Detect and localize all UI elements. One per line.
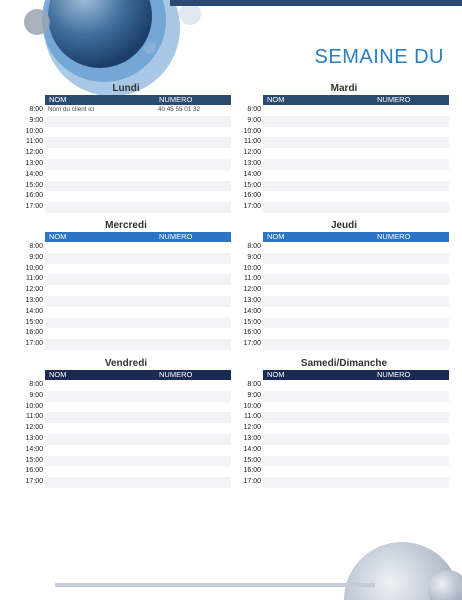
table-row [21,137,231,148]
cell-numero[interactable] [158,170,231,181]
time-label: 8:00 [29,106,43,113]
cell-nom[interactable] [45,264,158,275]
cell-numero[interactable] [376,170,449,181]
table-row [21,477,231,488]
cell-nom[interactable] [45,380,158,391]
cell-numero[interactable] [158,127,231,138]
cell-nom[interactable] [45,477,158,488]
cell-nom[interactable] [45,318,158,329]
cell-nom[interactable] [45,191,158,202]
table-row [239,127,449,138]
cell-numero[interactable] [158,339,231,350]
cell-nom[interactable] [263,137,376,148]
time-label: 8:00 [29,243,43,250]
cell-numero[interactable] [376,137,449,148]
table-row [21,159,231,170]
time-label: 8:00 [247,381,261,388]
time-label: 15:00 [243,318,261,326]
cell-nom[interactable] [263,339,376,350]
time-label: 13:00 [25,434,43,442]
table-row [239,285,449,296]
cell-nom[interactable] [263,296,376,307]
table-row [21,202,231,213]
time-label: 8:00 [247,106,261,113]
top-bar [170,0,462,6]
cell-nom[interactable] [263,202,376,213]
cell-nom[interactable] [45,170,158,181]
time-label: 14:00 [25,170,43,178]
time-label: 14:00 [25,307,43,315]
day-block [239,357,449,488]
table-row [239,253,449,264]
cell-numero[interactable] [158,159,231,170]
table-row [239,242,449,253]
table-row [239,159,449,170]
cell-numero[interactable]: 40 45 55 01 32 [158,106,201,113]
day-title: Mercredi [105,220,147,231]
cell-numero[interactable] [158,296,231,307]
cell-nom[interactable] [45,434,158,445]
cell-nom[interactable] [45,285,158,296]
time-label: 14:00 [25,445,43,453]
table-row [239,170,449,181]
table-row [239,412,449,423]
time-label: 9:00 [247,391,261,399]
time-label: 17:00 [243,340,261,348]
time-label: 16:00 [243,329,261,337]
cell-numero[interactable] [376,434,449,445]
table-row [21,127,231,138]
cell-numero[interactable] [376,264,449,275]
cell-numero[interactable] [158,202,231,213]
table-row [239,402,449,413]
column-header-nom: NOM [49,370,67,379]
table-row [21,105,231,116]
cell-numero[interactable] [376,402,449,413]
time-label: 12:00 [25,286,43,294]
cell-numero[interactable] [158,391,231,402]
time-label: 17:00 [243,478,261,486]
table-row [21,191,231,202]
table-row [239,264,449,275]
table-row [239,477,449,488]
time-label: 10:00 [25,127,43,135]
cell-nom[interactable] [45,307,158,318]
cell-numero[interactable] [158,137,231,148]
cell-nom[interactable] [263,328,376,339]
table-row [239,137,449,148]
cell-numero[interactable] [158,434,231,445]
cell-nom[interactable] [45,296,158,307]
cell-nom[interactable] [263,253,376,264]
time-label: 11:00 [244,413,261,421]
cell-numero[interactable] [158,445,231,456]
table-header [21,232,231,242]
cell-numero[interactable] [376,202,449,213]
time-label: 11:00 [26,413,43,421]
table-row [21,434,231,445]
cell-numero[interactable] [376,328,449,339]
cell-numero[interactable] [376,307,449,318]
cell-nom[interactable] [263,285,376,296]
cell-nom[interactable] [263,242,376,253]
cell-nom[interactable] [263,181,376,192]
cell-numero[interactable] [376,412,449,423]
day-title: Mardi [330,83,358,94]
day-block [21,219,231,350]
time-label: 12:00 [25,149,43,157]
day-title: Vendredi [104,358,148,369]
table-row [239,105,449,116]
table-row [239,423,449,434]
cell-numero[interactable] [158,242,231,253]
cell-nom[interactable] [45,242,158,253]
cell-nom[interactable] [263,445,376,456]
table-row [21,456,231,467]
table-row [21,170,231,181]
column-header-nom: NOM [267,95,285,104]
time-label: 13:00 [243,296,261,304]
cell-nom[interactable] [45,202,158,213]
time-label: 16:00 [25,329,43,337]
cell-nom[interactable] [263,264,376,275]
time-label: 17:00 [25,340,43,348]
cell-nom[interactable] [45,159,158,170]
cell-nom[interactable] [45,181,158,192]
table-row [21,148,231,159]
time-label: 12:00 [243,149,261,157]
cell-numero[interactable] [158,328,231,339]
cell-numero[interactable] [376,253,449,264]
time-label: 15:00 [243,456,261,464]
table-row [21,253,231,264]
table-row [239,202,449,213]
cell-nom[interactable] [263,191,376,202]
column-header-nom: NOM [49,232,67,241]
table-row [21,264,231,275]
time-label: 17:00 [25,203,43,211]
cell-numero[interactable] [376,456,449,467]
table-row [239,339,449,350]
column-header-numero: NUMERO [377,232,411,241]
cell-numero[interactable] [158,423,231,434]
time-label: 15:00 [25,318,43,326]
table-row [21,412,231,423]
cell-numero[interactable] [158,116,231,127]
cell-nom[interactable] [263,116,376,127]
cell-nom[interactable] [263,159,376,170]
cell-nom[interactable] [263,423,376,434]
cell-numero[interactable] [376,285,449,296]
time-label: 14:00 [243,445,261,453]
table-row [21,318,231,329]
time-label: 10:00 [243,264,261,272]
cell-numero[interactable] [376,127,449,138]
table-row [239,445,449,456]
cell-nom[interactable] [45,466,158,477]
bottom-bar [55,583,375,587]
table-row [21,285,231,296]
table-row [239,148,449,159]
table-row [239,434,449,445]
cell-nom[interactable] [45,339,158,350]
table-row [21,116,231,127]
cell-nom[interactable] [45,137,158,148]
cell-numero[interactable] [376,445,449,456]
cell-nom[interactable] [263,170,376,181]
table-row [21,339,231,350]
cell-numero[interactable] [376,105,449,116]
cell-numero[interactable] [158,181,231,192]
table-row [239,318,449,329]
cell-nom[interactable] [263,307,376,318]
cell-nom[interactable]: Nom du client ici [48,106,95,113]
time-label: 9:00 [247,116,261,124]
cell-nom[interactable] [263,477,376,488]
cell-numero[interactable] [376,148,449,159]
column-header-nom: NOM [49,95,67,104]
time-label: 16:00 [243,467,261,475]
time-label: 11:00 [26,138,43,146]
cell-nom[interactable] [263,466,376,477]
cell-numero[interactable] [376,274,449,285]
cell-nom[interactable] [45,274,158,285]
time-label: 12:00 [243,424,261,432]
time-label: 8:00 [247,243,261,250]
time-label: 13:00 [243,434,261,442]
table-row [239,456,449,467]
cell-nom[interactable] [263,318,376,329]
day-title: Lundi [112,83,140,94]
table-header [21,370,231,380]
column-header-nom: NOM [267,370,285,379]
cell-numero[interactable] [376,318,449,329]
table-row [21,307,231,318]
cell-numero[interactable] [158,285,231,296]
column-header-numero: NUMERO [377,370,411,379]
circle-small-grey [24,9,50,35]
column-header-nom: NOM [267,232,285,241]
time-label: 9:00 [29,391,43,399]
time-label: 10:00 [243,127,261,135]
time-label: 16:00 [243,192,261,200]
time-label: 11:00 [244,138,261,146]
column-header-numero: NUMERO [377,95,411,104]
day-block [21,357,231,488]
time-label: 13:00 [25,159,43,167]
cell-numero[interactable] [376,380,449,391]
table-row [21,181,231,192]
table-row [21,296,231,307]
cell-nom[interactable] [45,127,158,138]
column-header-numero: NUMERO [159,95,193,104]
table-row [239,296,449,307]
cell-nom[interactable] [45,402,158,413]
table-header [239,95,449,105]
cell-nom[interactable] [263,402,376,413]
cell-numero[interactable] [158,253,231,264]
time-label: 14:00 [243,307,261,315]
time-label: 16:00 [25,192,43,200]
table-row [239,191,449,202]
day-block [21,82,231,213]
table-row [239,181,449,192]
cell-numero[interactable] [376,116,449,127]
table-row [21,274,231,285]
table-row [239,274,449,285]
table-row [239,466,449,477]
day-block [239,82,449,213]
cell-nom[interactable] [45,423,158,434]
cell-numero[interactable] [158,456,231,467]
time-label: 17:00 [243,203,261,211]
cell-nom[interactable] [263,148,376,159]
cell-numero[interactable] [158,191,231,202]
table-header [21,95,231,105]
table-header [239,370,449,380]
cell-numero[interactable] [376,477,449,488]
table-row [21,391,231,402]
time-label: 9:00 [29,116,43,124]
time-label: 12:00 [25,424,43,432]
cell-nom[interactable] [45,456,158,467]
table-row [21,466,231,477]
cell-numero[interactable] [376,159,449,170]
column-header-numero: NUMERO [159,370,193,379]
cell-nom[interactable] [45,116,158,127]
time-label: 11:00 [244,275,261,283]
column-header-numero: NUMERO [159,232,193,241]
time-label: 13:00 [25,296,43,304]
cell-nom[interactable] [263,380,376,391]
cell-numero[interactable] [376,391,449,402]
cell-numero[interactable] [158,274,231,285]
time-label: 17:00 [25,478,43,486]
time-label: 15:00 [243,181,261,189]
table-row [239,380,449,391]
table-row [239,328,449,339]
time-label: 9:00 [247,253,261,261]
cell-nom[interactable] [45,328,158,339]
cell-numero[interactable] [376,466,449,477]
cell-numero[interactable] [158,148,231,159]
cell-numero[interactable] [158,466,231,477]
cell-nom[interactable] [45,148,158,159]
day-block [239,219,449,350]
cell-nom[interactable] [263,105,376,116]
time-label: 10:00 [243,402,261,410]
time-label: 10:00 [25,264,43,272]
time-label: 15:00 [25,456,43,464]
cell-nom[interactable] [263,456,376,467]
table-header [239,232,449,242]
cell-numero[interactable] [376,296,449,307]
cell-numero[interactable] [158,264,231,275]
cell-numero[interactable] [158,477,231,488]
page-title: SEMAINE DU [314,46,444,68]
cell-nom[interactable] [263,274,376,285]
time-label: 10:00 [25,402,43,410]
time-label: 16:00 [25,467,43,475]
cell-numero[interactable] [158,412,231,423]
time-label: 8:00 [29,381,43,388]
time-label: 15:00 [25,181,43,189]
cell-numero[interactable] [158,318,231,329]
cell-numero[interactable] [376,339,449,350]
time-label: 11:00 [26,275,43,283]
cell-numero[interactable] [376,242,449,253]
table-row [21,445,231,456]
cell-numero[interactable] [376,423,449,434]
table-row [21,328,231,339]
cell-nom[interactable] [45,412,158,423]
cell-nom[interactable] [45,445,158,456]
cell-nom[interactable] [263,127,376,138]
table-row [239,116,449,127]
cell-numero[interactable] [376,191,449,202]
cell-numero[interactable] [158,402,231,413]
table-row [21,380,231,391]
table-row [239,391,449,402]
cell-numero[interactable] [158,307,231,318]
cell-nom[interactable] [45,253,158,264]
table-row [239,307,449,318]
day-title: Samedi/Dimanche [300,358,388,369]
cell-nom[interactable] [263,391,376,402]
cell-nom[interactable] [263,412,376,423]
cell-numero[interactable] [158,380,231,391]
table-row [21,242,231,253]
time-label: 9:00 [29,253,43,261]
cell-nom[interactable] [45,391,158,402]
time-label: 13:00 [243,159,261,167]
table-row [21,402,231,413]
cell-numero[interactable] [376,181,449,192]
time-label: 14:00 [243,170,261,178]
table-row [21,423,231,434]
time-label: 12:00 [243,286,261,294]
day-title: Jeudi [330,220,358,231]
cell-nom[interactable] [263,434,376,445]
